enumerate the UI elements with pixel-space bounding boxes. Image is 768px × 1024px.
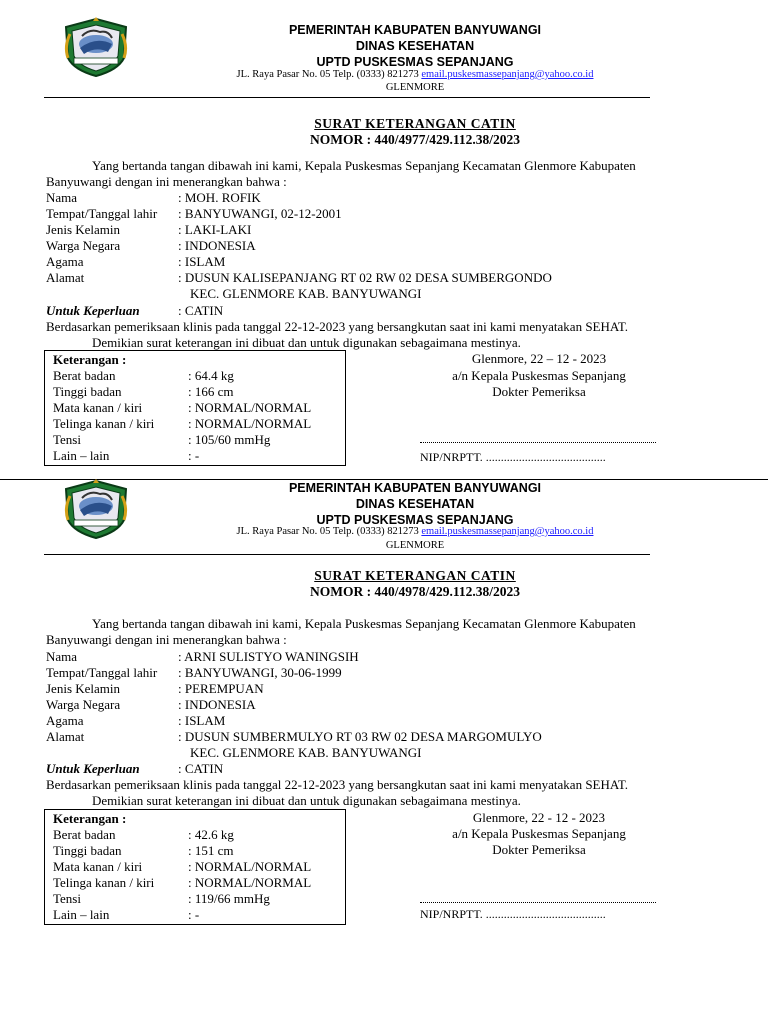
field-label-birth: Tempat/Tanggal lahir: [46, 206, 158, 221]
box-label-ears: Telinga kanan / kiri: [53, 416, 155, 431]
email-link[interactable]: email.puskesmassepanjang@yahoo.co.id: [421, 69, 594, 80]
header-department: DINAS KESEHATAN: [355, 39, 475, 53]
field-label-nama: Nama: [46, 649, 78, 664]
box-value-other: : -: [188, 907, 200, 922]
letter-title: SURAT KETERANGAN CATIN: [314, 116, 516, 131]
signature-line: [420, 442, 656, 443]
sign-place-date: Glenmore, 22 - 12 - 2023: [472, 810, 606, 825]
email-link[interactable]: email.puskesmassepanjang@yahoo.co.id: [421, 526, 594, 537]
intro-line-2: Banyuwangi dengan ini menerangkan bahwa :: [46, 174, 287, 189]
header-address: JL. Raya Pasar No. 05 Telp. (0333) 821273: [236, 526, 419, 537]
sign-title: Dokter Pemeriksa: [492, 384, 586, 399]
header-address-line: [160, 525, 670, 539]
exam-result: Berdasarkan pemeriksaan klinis pada tanggal 22-12-2023 yang bersangkutan saat ini kami menyatakan SEHAT.: [46, 777, 629, 792]
field-value-religion: : ISLAM: [178, 254, 226, 269]
field-label-address: Alamat: [46, 729, 85, 744]
purpose-label: Untuk Keperluan: [46, 761, 140, 776]
field-value-religion: : ISLAM: [178, 713, 226, 728]
header-institution: UPTD PUSKESMAS SEPANJANG: [316, 513, 514, 527]
sign-title: Dokter Pemeriksa: [492, 842, 586, 857]
header-divider: [44, 554, 650, 555]
field-value-address: : DUSUN SUMBERMULYO RT 03 RW 02 DESA MARGOMULYO: [178, 729, 542, 744]
box-value-ears: : NORMAL/NORMAL: [188, 416, 312, 431]
closing-statement: Demikian surat keterangan ini dibuat dan untuk digunakan sebagaimana mestinya.: [92, 335, 521, 350]
field-label-citizenship: Warga Negara: [46, 238, 121, 253]
header-government: PEMERINTAH KABUPATEN BANYUWANGI: [288, 23, 542, 37]
field-value-birth: : BANYUWANGI, 02-12-2001: [178, 206, 342, 221]
box-title: Keterangan :: [53, 811, 127, 826]
field-value-birth: : BANYUWANGI, 30-06-1999: [178, 665, 342, 680]
box-label-height: Tinggi badan: [53, 384, 122, 399]
box-label-blood-pressure: Tensi: [53, 432, 81, 447]
header-government: PEMERINTAH KABUPATEN BANYUWANGI: [288, 481, 542, 495]
box-value-eyes: : NORMAL/NORMAL: [188, 859, 312, 874]
box-label-other: Lain – lain: [53, 448, 110, 463]
box-value-height: : 151 cm: [188, 843, 234, 858]
nip-line: NIP/NRPTT. ........................................: [420, 907, 606, 921]
field-label-religion: Agama: [46, 254, 84, 269]
box-value-blood-pressure: : 105/60 mmHg: [188, 432, 271, 447]
nip-line: NIP/NRPTT. ........................................: [420, 450, 606, 464]
box-value-eyes: : NORMAL/NORMAL: [188, 400, 312, 415]
letter-number: NOMOR : 440/4978/429.112.38/2023: [310, 584, 520, 599]
banyuwangi-emblem-icon: [60, 478, 132, 540]
field-label-nama: Nama: [46, 190, 78, 205]
field-value-gender: : LAKI-LAKI: [178, 222, 252, 237]
purpose-value: : CATIN: [178, 303, 224, 318]
intro-line-2: Banyuwangi dengan ini menerangkan bahwa :: [46, 632, 287, 647]
exam-details-box: [44, 350, 346, 466]
field-label-citizenship: Warga Negara: [46, 697, 121, 712]
header-institution: UPTD PUSKESMAS SEPANJANG: [316, 55, 514, 69]
box-value-ears: : NORMAL/NORMAL: [188, 875, 312, 890]
box-title: Keterangan :: [53, 352, 127, 367]
box-label-ears: Telinga kanan / kiri: [53, 875, 155, 890]
field-label-gender: Jenis Kelamin: [46, 222, 121, 237]
letter-1: [0, 0, 768, 480]
box-value-height: : 166 cm: [188, 384, 234, 399]
box-label-weight: Berat badan: [53, 827, 116, 842]
field-value-address: : DUSUN KALISEPANJANG RT 02 RW 02 DESA SUMBERGONDO: [178, 270, 552, 285]
exam-details-box: [44, 809, 346, 925]
box-value-weight: : 42.6 kg: [188, 827, 234, 842]
signature-line: [420, 902, 656, 903]
field-value-citizenship: : INDONESIA: [178, 697, 256, 712]
field-label-birth: Tempat/Tanggal lahir: [46, 665, 158, 680]
box-value-weight: : 64.4 kg: [188, 368, 234, 383]
box-label-height: Tinggi badan: [53, 843, 122, 858]
purpose-label: Untuk Keperluan: [46, 303, 140, 318]
header-department: DINAS KESEHATAN: [355, 497, 475, 511]
box-label-other: Lain – lain: [53, 907, 110, 922]
field-value-nama: : ARNI SULISTYO WANINGSIH: [178, 649, 359, 664]
field-value-address-2: KEC. GLENMORE KAB. BANYUWANGI: [190, 286, 422, 301]
field-value-address-2: KEC. GLENMORE KAB. BANYUWANGI: [190, 745, 422, 760]
box-label-weight: Berat badan: [53, 368, 116, 383]
field-value-gender: : PEREMPUAN: [178, 681, 264, 696]
field-label-religion: Agama: [46, 713, 84, 728]
box-label-eyes: Mata kanan / kiri: [53, 859, 143, 874]
box-value-blood-pressure: : 119/66 mmHg: [188, 891, 270, 906]
box-label-eyes: Mata kanan / kiri: [53, 400, 143, 415]
field-value-nama: : MOH. ROFIK: [178, 190, 261, 205]
header-address-line: [160, 68, 670, 82]
header-divider: [44, 97, 650, 98]
purpose-value: : CATIN: [178, 761, 224, 776]
intro-line-1: Yang bertanda tangan dibawah ini kami, Kepala Puskesmas Sepanjang Kecamatan Glenmore Kabupaten: [92, 616, 636, 631]
letter-2: [0, 462, 768, 942]
closing-statement: Demikian surat keterangan ini dibuat dan untuk digunakan sebagaimana mestinya.: [92, 793, 521, 808]
banyuwangi-emblem-icon: [60, 16, 132, 78]
box-label-blood-pressure: Tensi: [53, 891, 81, 906]
letter-title: SURAT KETERANGAN CATIN: [314, 568, 516, 583]
field-label-gender: Jenis Kelamin: [46, 681, 121, 696]
header-town: GLENMORE: [385, 82, 445, 93]
sign-role: a/n Kepala Puskesmas Sepanjang: [452, 368, 626, 383]
exam-result: Berdasarkan pemeriksaan klinis pada tanggal 22-12-2023 yang bersangkutan saat ini kami menyatakan SEHAT.: [46, 319, 629, 334]
sign-place-date: Glenmore, 22 – 12 - 2023: [471, 351, 607, 366]
sign-role: a/n Kepala Puskesmas Sepanjang: [452, 826, 626, 841]
box-value-other: : -: [188, 448, 200, 463]
letter-number: NOMOR : 440/4977/429.112.38/2023: [310, 132, 520, 147]
field-value-citizenship: : INDONESIA: [178, 238, 256, 253]
field-label-address: Alamat: [46, 270, 85, 285]
header-address: JL. Raya Pasar No. 05 Telp. (0333) 821273: [236, 69, 419, 80]
header-town: GLENMORE: [385, 540, 445, 551]
intro-line-1: Yang bertanda tangan dibawah ini kami, Kepala Puskesmas Sepanjang Kecamatan Glenmore Kabupaten: [92, 158, 636, 173]
